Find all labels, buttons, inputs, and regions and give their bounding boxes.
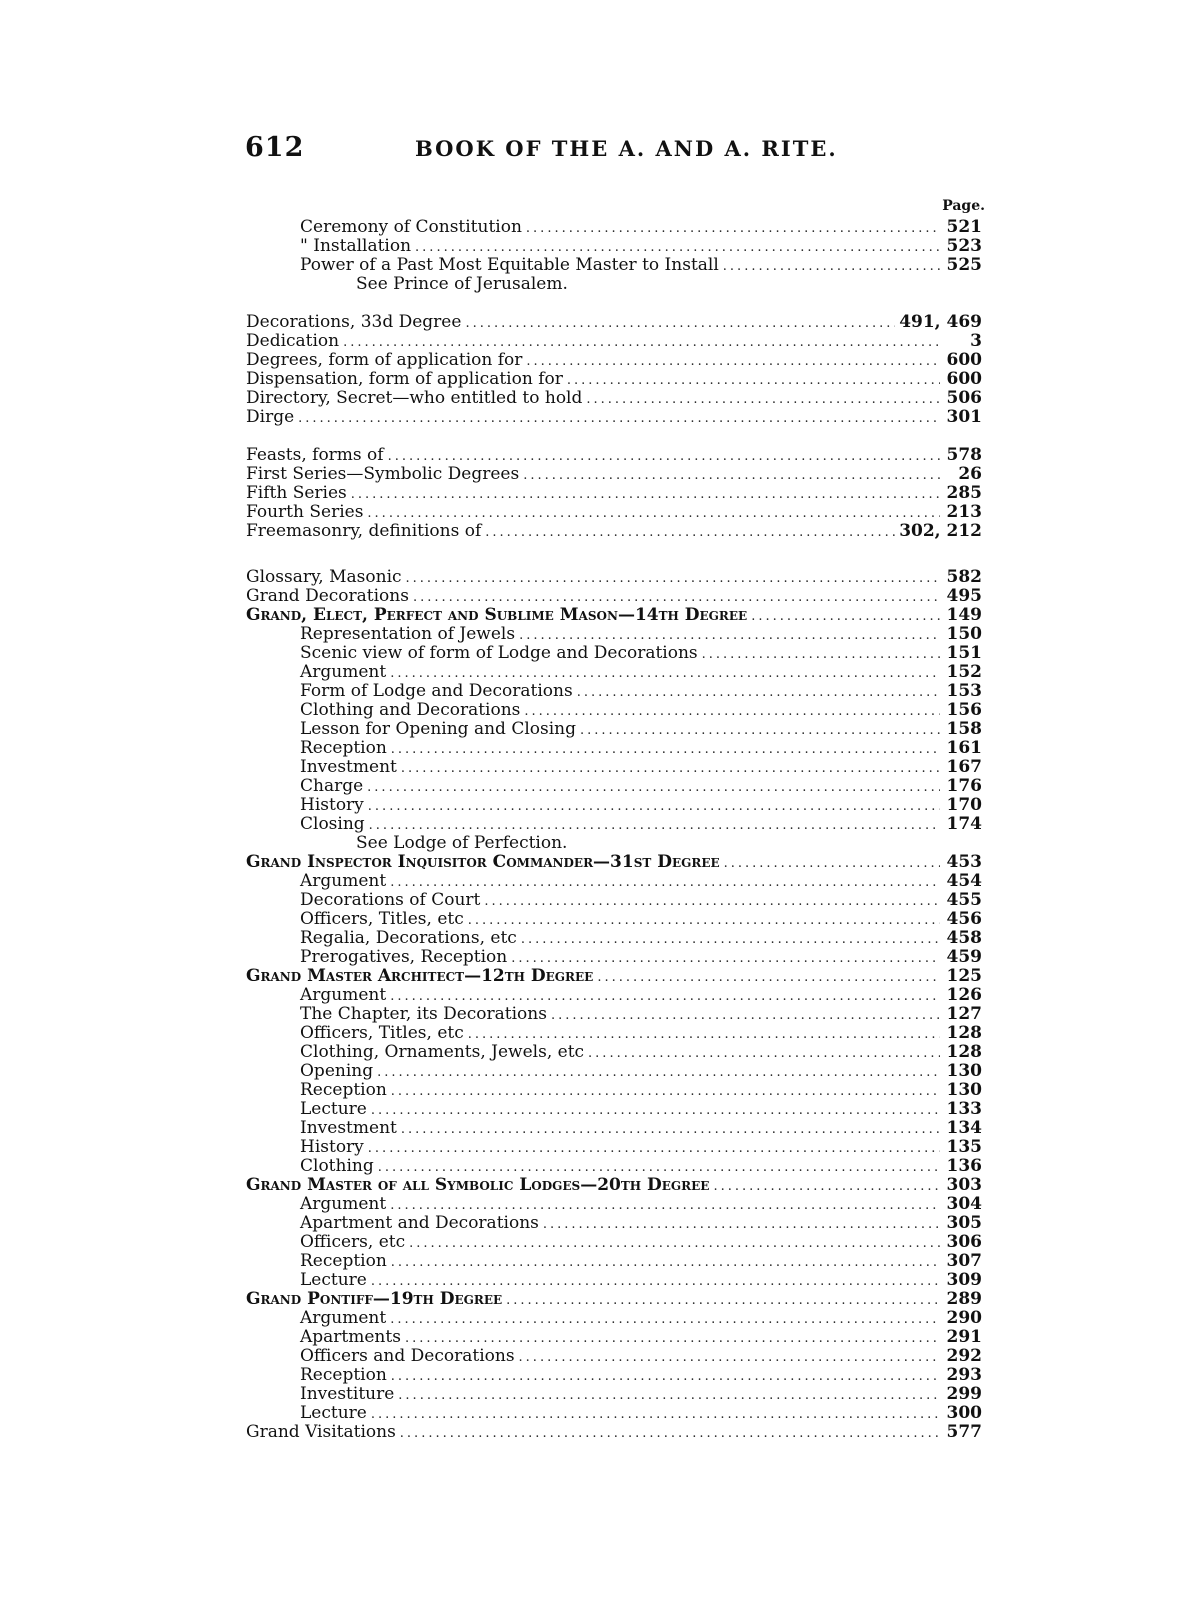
entry-title: " Installation bbox=[300, 236, 412, 256]
leader-dots bbox=[484, 893, 940, 910]
leader-dots bbox=[724, 855, 940, 872]
entry-title: Glossary, Masonic bbox=[246, 567, 402, 587]
index-entry bbox=[246, 446, 982, 465]
entry-title: See Prince of Jerusalem. bbox=[356, 274, 568, 294]
index-entry bbox=[246, 682, 982, 701]
index-entry bbox=[246, 256, 982, 275]
index-entry bbox=[246, 218, 982, 237]
index-entry bbox=[246, 1385, 982, 1404]
entry-page: 130 bbox=[946, 1080, 982, 1100]
entry-title: Directory, Secret—who entitled to hold bbox=[246, 388, 583, 408]
entry-title: Lesson for Opening and Closing bbox=[300, 719, 576, 739]
entry-page: 130 bbox=[946, 1061, 982, 1081]
index-entry bbox=[246, 351, 982, 370]
entry-page: 127 bbox=[946, 1004, 982, 1024]
entry-page: 285 bbox=[946, 483, 982, 503]
leader-dots bbox=[577, 684, 940, 701]
leader-dots bbox=[367, 779, 940, 796]
index-entry bbox=[246, 1195, 982, 1214]
leader-dots bbox=[401, 760, 940, 777]
index-entry bbox=[246, 948, 982, 967]
entry-title: Argument bbox=[300, 1194, 387, 1214]
index-entry bbox=[246, 701, 982, 720]
entry-title: Grand Master of all Symbolic Lodges—20th Degree bbox=[246, 1175, 710, 1195]
index-entry bbox=[246, 1176, 982, 1195]
entry-title: Reception bbox=[300, 1365, 387, 1385]
leader-dots bbox=[390, 874, 940, 891]
index-entry bbox=[246, 275, 982, 294]
leader-dots bbox=[413, 589, 940, 606]
entry-page: 125 bbox=[946, 966, 982, 986]
index-entry bbox=[246, 986, 982, 1005]
index-entry bbox=[246, 834, 982, 853]
leader-dots bbox=[367, 505, 940, 522]
entry-page: 128 bbox=[946, 1042, 982, 1062]
index-entry bbox=[246, 739, 982, 758]
leader-dots bbox=[468, 912, 940, 929]
leader-dots bbox=[390, 1311, 940, 1328]
entry-title: Grand Visitations bbox=[246, 1422, 396, 1442]
leader-dots bbox=[406, 570, 940, 587]
entry-page: 136 bbox=[946, 1156, 982, 1176]
index-entry bbox=[246, 872, 982, 891]
entry-page: 291 bbox=[946, 1327, 982, 1347]
entry-title: Officers, etc bbox=[300, 1232, 406, 1252]
leader-dots bbox=[511, 950, 940, 967]
entry-page: 293 bbox=[946, 1365, 982, 1385]
entry-page: 213 bbox=[946, 502, 982, 522]
index-entry bbox=[246, 796, 982, 815]
leader-dots bbox=[588, 1045, 940, 1062]
entry-page: 3 bbox=[970, 331, 982, 351]
index-entry bbox=[246, 1328, 982, 1347]
entry-page: 521 bbox=[946, 217, 982, 237]
index-entry bbox=[246, 503, 982, 522]
entry-page: 134 bbox=[946, 1118, 982, 1138]
leader-dots bbox=[409, 1235, 940, 1252]
index-entry bbox=[246, 910, 982, 929]
entry-title: Fifth Series bbox=[246, 483, 347, 503]
leader-dots bbox=[415, 239, 940, 256]
index-entry bbox=[246, 1043, 982, 1062]
entry-page: 600 bbox=[946, 350, 982, 370]
leader-dots bbox=[398, 1387, 940, 1404]
leader-dots bbox=[751, 608, 940, 625]
entry-title: Grand Pontiff—19th Degree bbox=[246, 1289, 503, 1309]
entry-page: 303 bbox=[946, 1175, 982, 1195]
entry-title: Officers and Decorations bbox=[300, 1346, 515, 1366]
index-entry bbox=[246, 1119, 982, 1138]
entry-page: 304 bbox=[946, 1194, 982, 1214]
leader-dots bbox=[567, 372, 940, 389]
index-entry bbox=[246, 587, 982, 606]
entry-title: Lecture bbox=[300, 1099, 367, 1119]
leader-dots bbox=[377, 1064, 940, 1081]
entry-page: 290 bbox=[946, 1308, 982, 1328]
index-entry bbox=[246, 332, 982, 351]
leader-dots bbox=[405, 1330, 940, 1347]
index-entry bbox=[246, 815, 982, 834]
entry-page: 454 bbox=[946, 871, 982, 891]
entry-title: Fourth Series bbox=[246, 502, 364, 522]
entry-title: Investiture bbox=[300, 1384, 395, 1404]
index-entry bbox=[246, 1290, 982, 1309]
entry-title: Argument bbox=[300, 662, 387, 682]
leader-dots bbox=[390, 1197, 940, 1214]
leader-dots bbox=[597, 969, 940, 986]
entry-title: Feasts, forms of bbox=[246, 445, 384, 465]
entry-title: History bbox=[300, 795, 364, 815]
entry-title: Lecture bbox=[300, 1403, 367, 1423]
index-entry bbox=[246, 1100, 982, 1119]
section-gap bbox=[246, 294, 982, 313]
leader-dots bbox=[388, 448, 940, 465]
entry-page: 174 bbox=[946, 814, 982, 834]
leader-dots bbox=[371, 1406, 940, 1423]
entry-title: Investment bbox=[300, 757, 397, 777]
index-entry bbox=[246, 1233, 982, 1252]
entry-page: 455 bbox=[946, 890, 982, 910]
leader-dots bbox=[371, 1273, 940, 1290]
leader-dots bbox=[586, 391, 940, 408]
entry-page: 582 bbox=[946, 567, 982, 587]
index-entry bbox=[246, 1366, 982, 1385]
entry-page: 161 bbox=[946, 738, 982, 758]
leader-dots bbox=[369, 817, 940, 834]
entry-title: Apartment and Decorations bbox=[300, 1213, 539, 1233]
index-entry bbox=[246, 1309, 982, 1328]
leader-dots bbox=[580, 722, 940, 739]
leader-dots bbox=[368, 798, 940, 815]
entry-page: 289 bbox=[946, 1289, 982, 1309]
index-entry bbox=[246, 663, 982, 682]
entry-page: 302, 212 bbox=[899, 521, 982, 541]
entry-page: 126 bbox=[946, 985, 982, 1005]
entry-page: 152 bbox=[946, 662, 982, 682]
entry-title: Lecture bbox=[300, 1270, 367, 1290]
index-entry bbox=[246, 1005, 982, 1024]
entry-page: 26 bbox=[958, 464, 982, 484]
entry-page: 453 bbox=[946, 852, 982, 872]
entry-page: 309 bbox=[946, 1270, 982, 1290]
entry-title: Argument bbox=[300, 1308, 387, 1328]
entry-title: Form of Lodge and Decorations bbox=[300, 681, 573, 701]
entry-title: First Series—Symbolic Degrees bbox=[246, 464, 520, 484]
index-entry bbox=[246, 1404, 982, 1423]
leader-dots bbox=[400, 1425, 940, 1442]
index-entry bbox=[246, 929, 982, 948]
entry-page: 158 bbox=[946, 719, 982, 739]
index-entry bbox=[246, 1157, 982, 1176]
leader-dots bbox=[506, 1292, 940, 1309]
leader-dots bbox=[526, 353, 940, 370]
index-entry bbox=[246, 1271, 982, 1290]
entry-page: 176 bbox=[946, 776, 982, 796]
index-entry bbox=[246, 1423, 982, 1442]
entry-title: Reception bbox=[300, 1080, 387, 1100]
index-entry bbox=[246, 644, 982, 663]
running-header bbox=[245, 132, 980, 168]
entry-title: Apartments bbox=[300, 1327, 401, 1347]
entry-page: 459 bbox=[946, 947, 982, 967]
leader-dots bbox=[468, 1026, 940, 1043]
leader-dots bbox=[526, 220, 940, 237]
entry-title: Representation of Jewels bbox=[300, 624, 516, 644]
entry-page: 149 bbox=[946, 605, 982, 625]
entry-title: Reception bbox=[300, 1251, 387, 1271]
index-entry bbox=[246, 758, 982, 777]
entry-title: Argument bbox=[300, 871, 387, 891]
index-entry bbox=[246, 465, 982, 484]
leader-dots bbox=[521, 931, 940, 948]
index-entry bbox=[246, 625, 982, 644]
index-entry bbox=[246, 1024, 982, 1043]
entry-page: 133 bbox=[946, 1099, 982, 1119]
leader-dots bbox=[391, 1083, 940, 1100]
entry-page: 307 bbox=[946, 1251, 982, 1271]
page-number: 612 bbox=[245, 132, 305, 163]
entry-title: Clothing and Decorations bbox=[300, 700, 521, 720]
leader-dots bbox=[351, 486, 940, 503]
index-entry bbox=[246, 408, 982, 427]
entry-title: Clothing bbox=[300, 1156, 374, 1176]
section-gap bbox=[246, 541, 982, 560]
leader-dots bbox=[485, 524, 895, 541]
entry-page: 456 bbox=[946, 909, 982, 929]
index-entry bbox=[246, 313, 982, 332]
entry-page: 135 bbox=[946, 1137, 982, 1157]
entry-page: 578 bbox=[946, 445, 982, 465]
entry-title: Prerogatives, Reception bbox=[300, 947, 508, 967]
leader-dots bbox=[524, 703, 940, 720]
index-entry bbox=[246, 237, 982, 256]
leader-dots bbox=[543, 1216, 940, 1233]
section-gap bbox=[246, 427, 982, 446]
entry-page: 153 bbox=[946, 681, 982, 701]
entry-page: 305 bbox=[946, 1213, 982, 1233]
leader-dots bbox=[371, 1102, 940, 1119]
entry-page: 170 bbox=[946, 795, 982, 815]
entry-title: Grand Inspector Inquisitor Commander—31st Degree bbox=[246, 852, 720, 872]
entry-title: Power of a Past Most Equitable Master to Install bbox=[300, 255, 719, 275]
entry-title: Regalia, Decorations, etc bbox=[300, 928, 517, 948]
leader-dots bbox=[368, 1140, 940, 1157]
index-entry bbox=[246, 389, 982, 408]
leader-dots bbox=[523, 467, 940, 484]
entry-page: 458 bbox=[946, 928, 982, 948]
index-entry bbox=[246, 1214, 982, 1233]
entry-page: 491, 469 bbox=[899, 312, 982, 332]
entry-page: 156 bbox=[946, 700, 982, 720]
entry-page: 495 bbox=[946, 586, 982, 606]
leader-dots bbox=[401, 1121, 940, 1138]
leader-dots bbox=[390, 988, 940, 1005]
entry-page: 523 bbox=[946, 236, 982, 256]
entry-page: 128 bbox=[946, 1023, 982, 1043]
index-list bbox=[246, 218, 982, 1442]
page-column-label: Page. bbox=[942, 198, 985, 214]
entry-title: Dirge bbox=[246, 407, 295, 427]
entry-page: 150 bbox=[946, 624, 982, 644]
leader-dots bbox=[378, 1159, 940, 1176]
entry-page: 506 bbox=[946, 388, 982, 408]
index-entry bbox=[246, 967, 982, 986]
entry-title: The Chapter, its Decorations bbox=[300, 1004, 547, 1024]
index-entry bbox=[246, 1062, 982, 1081]
entry-page: 292 bbox=[946, 1346, 982, 1366]
index-entry bbox=[246, 522, 982, 541]
leader-dots bbox=[519, 627, 940, 644]
entry-title: Opening bbox=[300, 1061, 374, 1081]
entry-page: 299 bbox=[946, 1384, 982, 1404]
entry-title: Degrees, form of application for bbox=[246, 350, 523, 370]
index-entry bbox=[246, 370, 982, 389]
entry-title: Clothing, Ornaments, Jewels, etc bbox=[300, 1042, 585, 1062]
leader-dots bbox=[702, 646, 940, 663]
entry-title: Closing bbox=[300, 814, 365, 834]
index-entry bbox=[246, 1347, 982, 1366]
index-entry bbox=[246, 606, 982, 625]
leader-dots bbox=[551, 1007, 940, 1024]
leader-dots bbox=[713, 1178, 940, 1195]
entry-title: Ceremony of Constitution bbox=[300, 217, 522, 237]
leader-dots bbox=[519, 1349, 940, 1366]
leader-dots bbox=[343, 334, 940, 351]
entry-title: History bbox=[300, 1137, 364, 1157]
entry-title: Decorations, 33d Degree bbox=[246, 312, 462, 332]
entry-title: Officers, Titles, etc bbox=[300, 909, 464, 929]
entry-title: Freemasonry, definitions of bbox=[246, 521, 482, 541]
index-entry bbox=[246, 853, 982, 872]
entry-title: Scenic view of form of Lodge and Decorations bbox=[300, 643, 698, 663]
index-entry bbox=[246, 1138, 982, 1157]
entry-page: 300 bbox=[946, 1403, 982, 1423]
entry-title: Grand Master Architect—12th Degree bbox=[246, 966, 594, 986]
entry-title: Grand Decorations bbox=[246, 586, 409, 606]
entry-page: 151 bbox=[946, 643, 982, 663]
leader-dots bbox=[465, 315, 895, 332]
entry-title: Argument bbox=[300, 985, 387, 1005]
entry-title: See Lodge of Perfection. bbox=[356, 833, 568, 853]
entry-page: 301 bbox=[946, 407, 982, 427]
leader-dots bbox=[723, 258, 940, 275]
entry-page: 577 bbox=[946, 1422, 982, 1442]
entry-title: Grand, Elect, Perfect and Sublime Mason—14th Degree bbox=[246, 605, 748, 625]
entry-title: Decorations of Court bbox=[300, 890, 481, 910]
entry-page: 167 bbox=[946, 757, 982, 777]
index-entry bbox=[246, 568, 982, 587]
entry-title: Charge bbox=[300, 776, 364, 796]
entry-title: Investment bbox=[300, 1118, 397, 1138]
entry-title: Dispensation, form of application for bbox=[246, 369, 563, 389]
entry-title: Dedication bbox=[246, 331, 340, 351]
index-entry bbox=[246, 1252, 982, 1271]
entry-page: 306 bbox=[946, 1232, 982, 1252]
index-entry bbox=[246, 484, 982, 503]
index-entry bbox=[246, 1081, 982, 1100]
running-title: BOOK OF THE A. AND A. RITE. bbox=[415, 136, 838, 161]
entry-title: Reception bbox=[300, 738, 387, 758]
entry-page: 600 bbox=[946, 369, 982, 389]
leader-dots bbox=[391, 1368, 940, 1385]
index-entry bbox=[246, 720, 982, 739]
entry-page: 525 bbox=[946, 255, 982, 275]
leader-dots bbox=[391, 1254, 940, 1271]
entry-title: Officers, Titles, etc bbox=[300, 1023, 464, 1043]
index-entry bbox=[246, 891, 982, 910]
leader-dots bbox=[390, 665, 940, 682]
leader-dots bbox=[298, 410, 940, 427]
index-entry bbox=[246, 777, 982, 796]
leader-dots bbox=[391, 741, 940, 758]
